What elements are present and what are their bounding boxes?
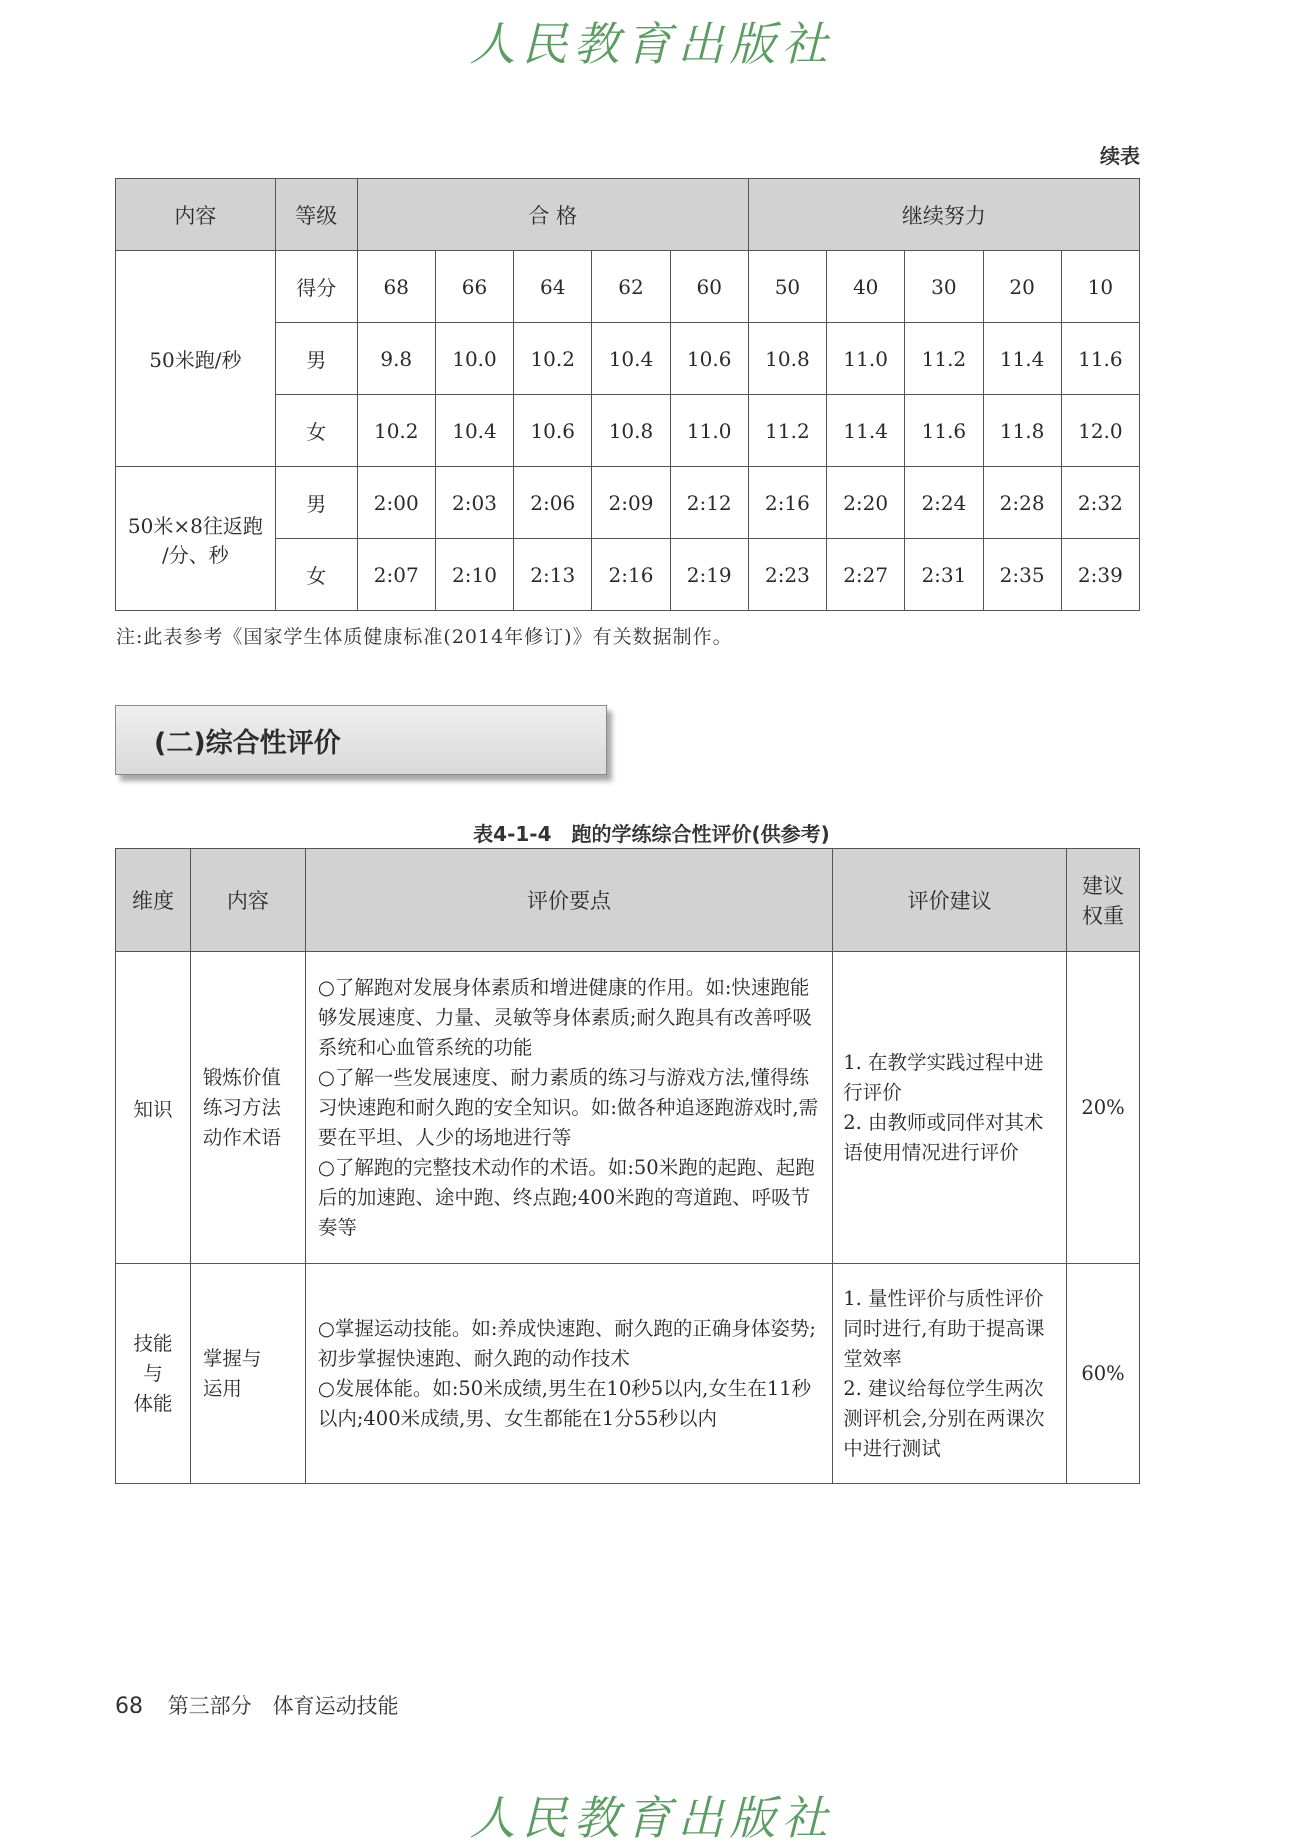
col-header-content: 内容 xyxy=(116,179,276,251)
dimension-text: 技能 xyxy=(133,1331,173,1355)
table-cell: 10.0 xyxy=(435,323,513,395)
score-label: 得分 xyxy=(275,251,357,323)
table-cell: 10.6 xyxy=(670,323,748,395)
table-cell: 2:35 xyxy=(983,539,1061,611)
table-header-row xyxy=(116,179,1140,251)
section-title: (二)综合性评价 xyxy=(154,728,341,759)
col-header-effort: 继续努力 xyxy=(748,179,1139,251)
weight-cell: 60% xyxy=(1067,1264,1140,1484)
content-line: 动作术语 xyxy=(202,1125,281,1149)
page-footer xyxy=(115,1690,399,1720)
section-heading-box xyxy=(115,705,607,775)
table-cell: 11.0 xyxy=(827,323,905,395)
item-shuttle-line2: /分、秒 xyxy=(162,542,229,567)
table-cell: 2:32 xyxy=(1061,467,1139,539)
part-title: 第三部分 体育运动技能 xyxy=(167,1694,399,1718)
col-header-pass: 合 格 xyxy=(357,179,748,251)
table-cell: 2:28 xyxy=(983,467,1061,539)
table-cell: 2:10 xyxy=(435,539,513,611)
table-cell: 2:00 xyxy=(357,467,435,539)
point-item: ○了解跑的完整技术动作的术语。如:50米跑的起跑、起跑后的加速跑、途中跑、终点跑;400米跑的弯道跑、呼吸节奏等 xyxy=(317,1155,815,1239)
dimension-text: 体能 xyxy=(133,1391,173,1415)
col-header-dimension: 维度 xyxy=(116,849,191,952)
table-cell: 11.2 xyxy=(748,395,826,467)
table-cell: 2:16 xyxy=(592,539,670,611)
table-caption: 表4-1-4 跑的学练综合性评价(供参考) xyxy=(473,822,830,846)
table-cell: 2:24 xyxy=(905,467,983,539)
table-cell: 50 xyxy=(748,251,826,323)
col-header-content: 内容 xyxy=(190,849,305,952)
advice-item: 1. 量性评价与质性评价同时进行,有助于提高课堂效率 xyxy=(843,1286,1045,1370)
table-cell: 10.4 xyxy=(435,395,513,467)
table-cell: 10.4 xyxy=(592,323,670,395)
content-cell xyxy=(190,1264,305,1484)
table-cell: 2:12 xyxy=(670,467,748,539)
table-cell: 68 xyxy=(357,251,435,323)
table-row xyxy=(116,952,1140,1264)
table-cell: 2:13 xyxy=(514,539,592,611)
table-cell: 11.6 xyxy=(905,395,983,467)
content-line: 锻炼价值 xyxy=(202,1065,281,1089)
item-shuttle-line1: 50米×8往返跑 xyxy=(127,513,263,538)
point-item: ○了解跑对发展身体素质和增进健康的作用。如:快速跑能够发展速度、力量、灵敏等身体素质;耐久跑具有改善呼吸系统和心血管系统的功能 xyxy=(317,975,812,1059)
advice-cell xyxy=(833,952,1067,1264)
advice-item: 2. 建议给每位学生两次测评机会,分别在两课次中进行测试 xyxy=(843,1376,1045,1460)
table-cell: 40 xyxy=(827,251,905,323)
table-cell: 11.6 xyxy=(1061,323,1139,395)
content-line: 练习方法 xyxy=(202,1095,281,1119)
weight-header-line1: 建议 xyxy=(1082,874,1124,898)
table-cell: 2:27 xyxy=(827,539,905,611)
weight-cell: 20% xyxy=(1067,952,1140,1264)
content-cell xyxy=(190,952,305,1264)
dimension-text: 与 xyxy=(143,1361,163,1385)
table-cell: 62 xyxy=(592,251,670,323)
advice-cell xyxy=(833,1264,1067,1484)
col-header-grade: 等级 xyxy=(275,179,357,251)
dimension-cell xyxy=(116,952,191,1264)
table-cell: 20 xyxy=(983,251,1061,323)
table-cell: 10.6 xyxy=(514,395,592,467)
table-row xyxy=(116,1264,1140,1484)
col-header-weight xyxy=(1067,849,1140,952)
table-cell: 2:07 xyxy=(357,539,435,611)
table-cell: 2:03 xyxy=(435,467,513,539)
table-cell: 10.2 xyxy=(357,395,435,467)
comprehensive-evaluation-table xyxy=(115,848,1140,1484)
table-cell: 11.4 xyxy=(983,323,1061,395)
advice-item: 2. 由教师或同伴对其术语使用情况进行评价 xyxy=(843,1110,1044,1164)
table-cell: 2:06 xyxy=(514,467,592,539)
table-cell: 2:23 xyxy=(748,539,826,611)
continued-label: 续表 xyxy=(1100,144,1140,168)
points-cell xyxy=(305,1264,832,1484)
table-cell: 2:31 xyxy=(905,539,983,611)
table-cell: 66 xyxy=(435,251,513,323)
table-cell: 11.2 xyxy=(905,323,983,395)
weight-header-line2: 权重 xyxy=(1082,904,1124,928)
publisher-watermark-bottom: 人民教育出版社 xyxy=(469,1791,834,1845)
table-cell: 2:20 xyxy=(827,467,905,539)
table-cell: 30 xyxy=(905,251,983,323)
table-cell: 2:39 xyxy=(1061,539,1139,611)
table-cell: 9.8 xyxy=(357,323,435,395)
table-cell: 10.8 xyxy=(592,395,670,467)
point-item: ○掌握运动技能。如:养成快速跑、耐久跑的正确身体姿势;初步掌握快速跑、耐久跑的动作技术 xyxy=(317,1316,816,1370)
table-header-row xyxy=(116,849,1140,952)
item-shuttle-run xyxy=(116,467,276,611)
sex-label: 男 xyxy=(275,323,357,395)
table-cell: 2:09 xyxy=(592,467,670,539)
point-item: ○发展体能。如:50米成绩,男生在10秒5以内,女生在11秒以内;400米成绩,男、女生都能在1分55秒以内 xyxy=(317,1376,812,1430)
run-grade-table xyxy=(115,178,1140,611)
col-header-points: 评价要点 xyxy=(305,849,832,952)
table-cell: 12.0 xyxy=(1061,395,1139,467)
table-cell: 2:16 xyxy=(748,467,826,539)
table-row xyxy=(116,251,1140,323)
table-cell: 10 xyxy=(1061,251,1139,323)
table-cell: 10.8 xyxy=(748,323,826,395)
sex-label: 女 xyxy=(275,539,357,611)
col-header-advice: 评价建议 xyxy=(833,849,1067,952)
table-cell: 11.8 xyxy=(983,395,1061,467)
advice-item: 1. 在教学实践过程中进行评价 xyxy=(843,1050,1044,1104)
content-line: 运用 xyxy=(202,1376,242,1400)
table-cell: 2:19 xyxy=(670,539,748,611)
points-cell xyxy=(305,952,832,1264)
dimension-cell xyxy=(116,1264,191,1484)
table-cell: 60 xyxy=(670,251,748,323)
sex-label: 女 xyxy=(275,395,357,467)
table-cell: 64 xyxy=(514,251,592,323)
table-note: 注:此表参考《国家学生体质健康标准(2014年修订)》有关数据制作。 xyxy=(116,626,733,648)
item-50m: 50米跑/秒 xyxy=(116,251,276,467)
publisher-watermark-top: 人民教育出版社 xyxy=(469,17,834,71)
content-line: 掌握与 xyxy=(202,1346,262,1370)
point-item: ○了解一些发展速度、耐力素质的练习与游戏方法,懂得练习快速跑和耐久跑的安全知识。如:做各种追逐跑游戏时,需要在平坦、人少的场地进行等 xyxy=(317,1065,819,1149)
page-number: 68 xyxy=(115,1694,143,1719)
dimension-text: 知识 xyxy=(133,1097,173,1121)
table-row xyxy=(116,467,1140,539)
sex-label: 男 xyxy=(275,467,357,539)
table-cell: 10.2 xyxy=(514,323,592,395)
table-cell: 11.4 xyxy=(827,395,905,467)
table-cell: 11.0 xyxy=(670,395,748,467)
